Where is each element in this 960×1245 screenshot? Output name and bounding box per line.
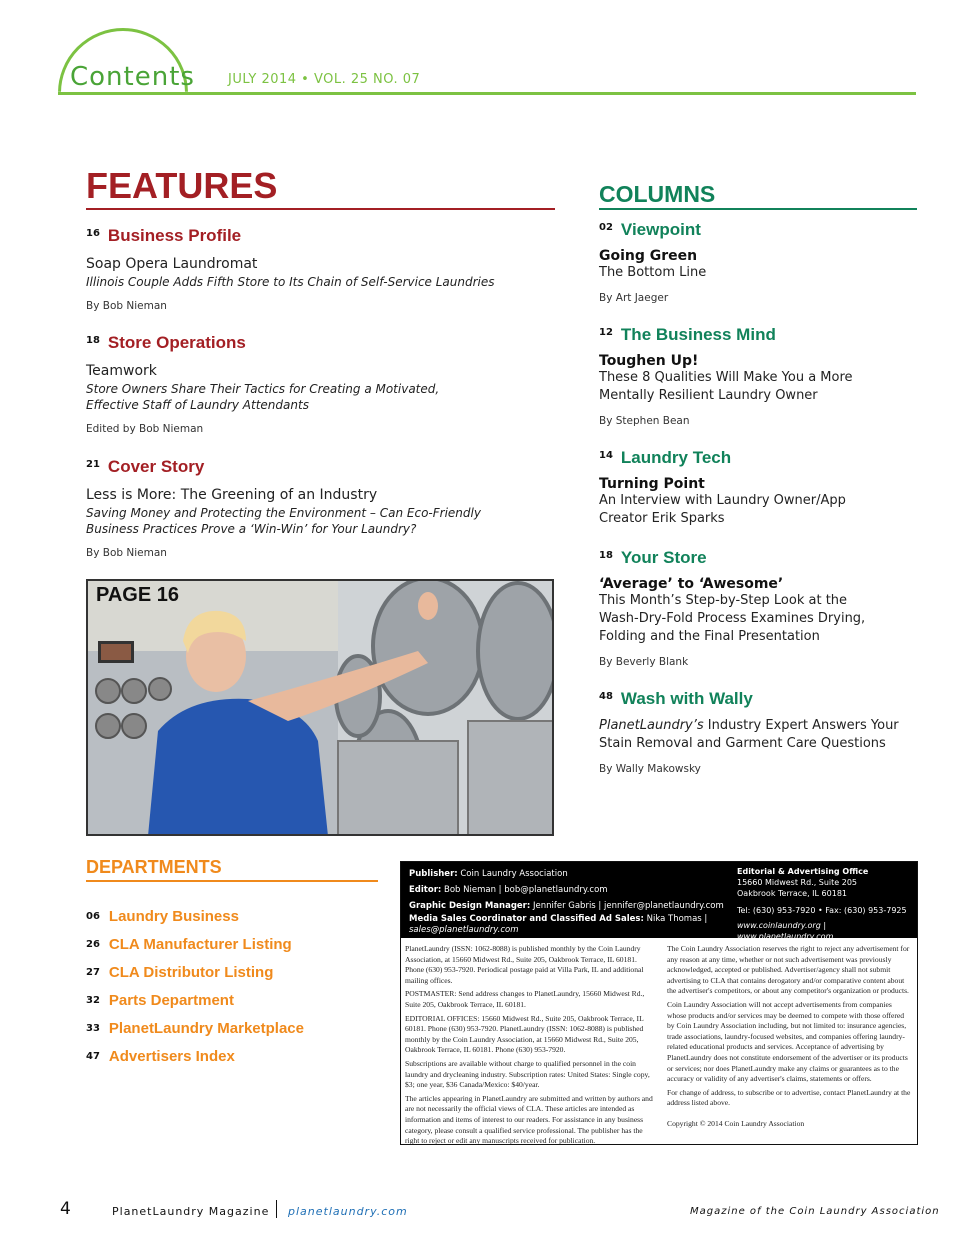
cover-photo: [86, 579, 554, 836]
column-desc: Creator Erik Sparks: [599, 511, 725, 526]
column-desc: Stain Removal and Garment Care Questions: [599, 736, 886, 751]
masthead-left-column: [405, 944, 655, 1150]
department-item[interactable]: [86, 907, 239, 925]
section-title[interactable]: Wash with Wally: [620, 689, 753, 708]
page-number: 12: [599, 327, 613, 338]
byline: By Bob Nieman: [86, 547, 167, 559]
page-title: Contents: [70, 62, 195, 92]
masthead-paragraph: Subscriptions are available without charge to qualified personnel in the coin laundry and drycleaning industry. Subscription rates: United States: Single copy, $3; one year, $36 Canada/Mexico: $40/year.: [405, 1058, 650, 1090]
byline: By Beverly Blank: [599, 656, 689, 668]
header-rule: [58, 92, 916, 95]
sales-label: Media Sales Coordinator and Classified Ad Sales:: [409, 914, 644, 924]
feature-item[interactable]: [86, 333, 439, 435]
footer-divider: [276, 1200, 277, 1218]
masthead-paragraph: The articles appearing in PlanetLaundry are submitted and written by authors and are not necessarily the official views of CLA. These articles are intended as information and items of interest to our readers. For assistance in any business category, please consult a qualified service professional. The publisher has the right to reject or edit any manuscripts received for publication.: [405, 1093, 653, 1146]
section-title[interactable]: Your Store: [620, 548, 707, 567]
article-title: Teamwork: [86, 363, 157, 379]
column-desc: Wash-Dry-Fold Process Examines Drying,: [599, 611, 866, 626]
office-address: 15660 Midwest Rd., Suite 205: [737, 878, 858, 887]
masthead-right-column: [667, 944, 913, 1133]
column-desc: This Month’s Step-by-Step Look at the: [599, 593, 848, 608]
page-number: 27: [86, 967, 100, 978]
columns-heading: COLUMNS: [599, 181, 716, 207]
laundromat-photo: [88, 581, 554, 836]
page-number: 06: [86, 911, 100, 922]
masthead-paragraph: For change of address, to subscribe or to advertise, contact PlanetLaundry at the address listed above.: [667, 1087, 911, 1108]
department-label[interactable]: PlanetLaundry Marketplace: [108, 1020, 304, 1037]
sales: Nika Thomas |: [646, 914, 708, 924]
office-title: Editorial & Advertising Office: [737, 867, 869, 876]
column-item[interactable]: [599, 220, 706, 304]
sales-email[interactable]: sales@planetlaundry.com: [409, 925, 519, 935]
page-number: 21: [86, 459, 100, 470]
page-number: 26: [86, 939, 100, 950]
column-item[interactable]: [599, 325, 853, 427]
section-title[interactable]: Store Operations: [107, 333, 246, 352]
photo-caption: PAGE 16: [96, 584, 179, 606]
column-title: Toughen Up!: [599, 353, 699, 369]
page-number: 16: [86, 228, 100, 239]
column-item[interactable]: [599, 548, 865, 668]
footer-tagline: Magazine of the Coin Laundry Association: [690, 1206, 940, 1217]
department-label[interactable]: CLA Manufacturer Listing: [108, 936, 292, 953]
masthead-header: [401, 862, 917, 941]
section-title[interactable]: Business Profile: [107, 226, 242, 245]
publisher: Coin Laundry Association: [460, 869, 568, 879]
gdm[interactable]: Jennifer Gabris | jennifer@planetlaundry.com: [532, 901, 724, 911]
article-desc: Effective Staff of Laundry Attendants: [86, 398, 309, 412]
website-link[interactable]: planetlaundry.com: [288, 1205, 408, 1218]
column-desc: The Bottom Line: [599, 265, 707, 280]
office-address: Oakbrook Terrace, IL 60181: [737, 889, 847, 898]
column-desc: Industry Expert Answers Your: [703, 718, 899, 733]
editor[interactable]: Bob Nieman | bob@planetlaundry.com: [444, 885, 608, 895]
feature-item[interactable]: [86, 457, 481, 559]
masthead-box: [400, 861, 918, 1145]
department-label[interactable]: CLA Distributor Listing: [108, 964, 274, 981]
masthead-paragraph: The Coin Laundry Association reserves the right to reject any advertisement for any reason at any time, whether or not such advertisement was previously acknowledged, accepted or published. Advertiser/agency shall not submit advertising to CLA that contains derogatory and/or comparative content about the advertiser's competitors, or about any competitor's organization or products.: [667, 944, 910, 996]
article-desc: Saving Money and Protecting the Environment – Can Eco-Friendly: [86, 506, 481, 520]
department-label[interactable]: Laundry Business: [108, 908, 239, 925]
masthead-paragraph: Coin Laundry Association will not accept advertisements from companies whose products and/or services may be deemed to compete with those offered by Coin Laundry Association including, but not limited to: insurance agencies, trade associations, laundry-focused websites, and companies offering laundry-related educational products and services. Acceptance of advertising by PlanetLaundry does not constitute endorsement of the advertiser or its products or services; nor does PlanetLaundry make any claims or guarantees as to the accuracy or validity of any advertiser's claims, statements or offers.: [667, 999, 908, 1084]
column-title: ‘Average’ to ‘Awesome’: [599, 576, 784, 592]
office-web[interactable]: www.coinlaundry.org | www.planetlaundry.com: [737, 921, 834, 941]
departments-rule: [86, 880, 378, 882]
section-title[interactable]: The Business Mind: [620, 325, 776, 344]
page-number: 32: [86, 995, 100, 1006]
department-item[interactable]: [86, 991, 234, 1009]
column-title: Turning Point: [599, 476, 705, 492]
column-desc: Mentally Resilient Laundry Owner: [599, 388, 818, 403]
byline: Edited by Bob Nieman: [86, 423, 204, 435]
columns-rule: [599, 208, 917, 210]
copyright: Copyright © 2014 Coin Laundry Association: [667, 1118, 805, 1128]
article-desc: Illinois Couple Adds Fifth Store to Its Chain of Self-Service Laundries: [86, 275, 495, 289]
page-number: 48: [599, 691, 613, 702]
section-title[interactable]: Cover Story: [107, 457, 205, 476]
masthead-paragraph: EDITORIAL OFFICES: 15660 Midwest Rd., Suite 205, Oakbrook Terrace, IL 60181. Phone (630) 953-7920. PlanetLaundry (ISSN: 1062-8088) is published monthly by the Coin Laundry Association, at 15660 Midwest Rd., Suite 205, Oakbrook Terrace, IL 60181. Phone (630) 953-7920.: [405, 1013, 644, 1055]
magazine-name: PlanetLaundry Magazine: [112, 1205, 270, 1218]
article-title: Soap Opera Laundromat: [86, 256, 258, 272]
publisher-label: Publisher:: [409, 869, 458, 879]
department-label[interactable]: Advertisers Index: [108, 1048, 235, 1065]
department-item[interactable]: [86, 963, 273, 981]
issue-date: JULY 2014 • VOL. 25 NO. 07: [228, 72, 421, 87]
feature-item[interactable]: [86, 226, 495, 312]
departments-heading: DEPARTMENTS: [86, 857, 222, 877]
magazine-name: PlanetLaundry’s: [599, 718, 704, 733]
article-desc: Business Practices Prove a ‘Win-Win’ for Your Laundry?: [86, 522, 417, 536]
editor-label: Editor:: [409, 885, 442, 895]
column-desc: An Interview with Laundry Owner/App: [599, 493, 846, 508]
column-item[interactable]: [599, 448, 846, 528]
column-desc: These 8 Qualities Will Make You a More: [599, 370, 853, 385]
department-item[interactable]: [86, 935, 292, 953]
column-title: Going Green: [599, 248, 698, 264]
byline: By Bob Nieman: [86, 300, 167, 312]
column-item[interactable]: [599, 689, 899, 775]
masthead-paragraph: POSTMASTER: Send address changes to PlanetLaundry, 15660 Midwest Rd., Suite 205, Oakbrook Terrace, IL 60181.: [405, 989, 645, 1009]
masthead-paragraph: PlanetLaundry (ISSN: 1062-8088) is published monthly by the Coin Laundry Association, at 15660 Midwest Rd., Suite 205, Oakbrook Terrace, IL 60181. Phone (630) 953-7920. Periodical postage paid at Villa Park, IL and additional mailing offices.: [405, 944, 644, 985]
page-number: 18: [599, 550, 613, 561]
page-number: 14: [599, 450, 613, 461]
article-title: Less is More: The Greening of an Industry: [86, 487, 378, 503]
article-desc: Store Owners Share Their Tactics for Creating a Motivated,: [86, 382, 440, 396]
department-item[interactable]: [86, 1019, 304, 1037]
department-label[interactable]: Parts Department: [108, 992, 234, 1009]
page-number: 02: [599, 222, 613, 233]
byline: By Art Jaeger: [599, 292, 669, 304]
features-heading: FEATURES: [86, 165, 278, 206]
page-number: 18: [86, 335, 100, 346]
column-desc: Folding and the Final Presentation: [599, 629, 820, 644]
department-item[interactable]: [86, 1047, 235, 1065]
office-phone: Tel: (630) 953-7920 • Fax: (630) 953-7925: [737, 906, 907, 915]
section-title[interactable]: Laundry Tech: [620, 448, 732, 467]
section-title[interactable]: Viewpoint: [620, 220, 701, 239]
gdm-label: Graphic Design Manager:: [409, 901, 531, 911]
page-number-footer: 4: [60, 1199, 71, 1219]
features-rule: [86, 208, 555, 210]
byline: By Stephen Bean: [599, 415, 690, 427]
page-number: 47: [86, 1051, 100, 1062]
page-number: 33: [86, 1023, 100, 1034]
byline: By Wally Makowsky: [599, 763, 701, 775]
